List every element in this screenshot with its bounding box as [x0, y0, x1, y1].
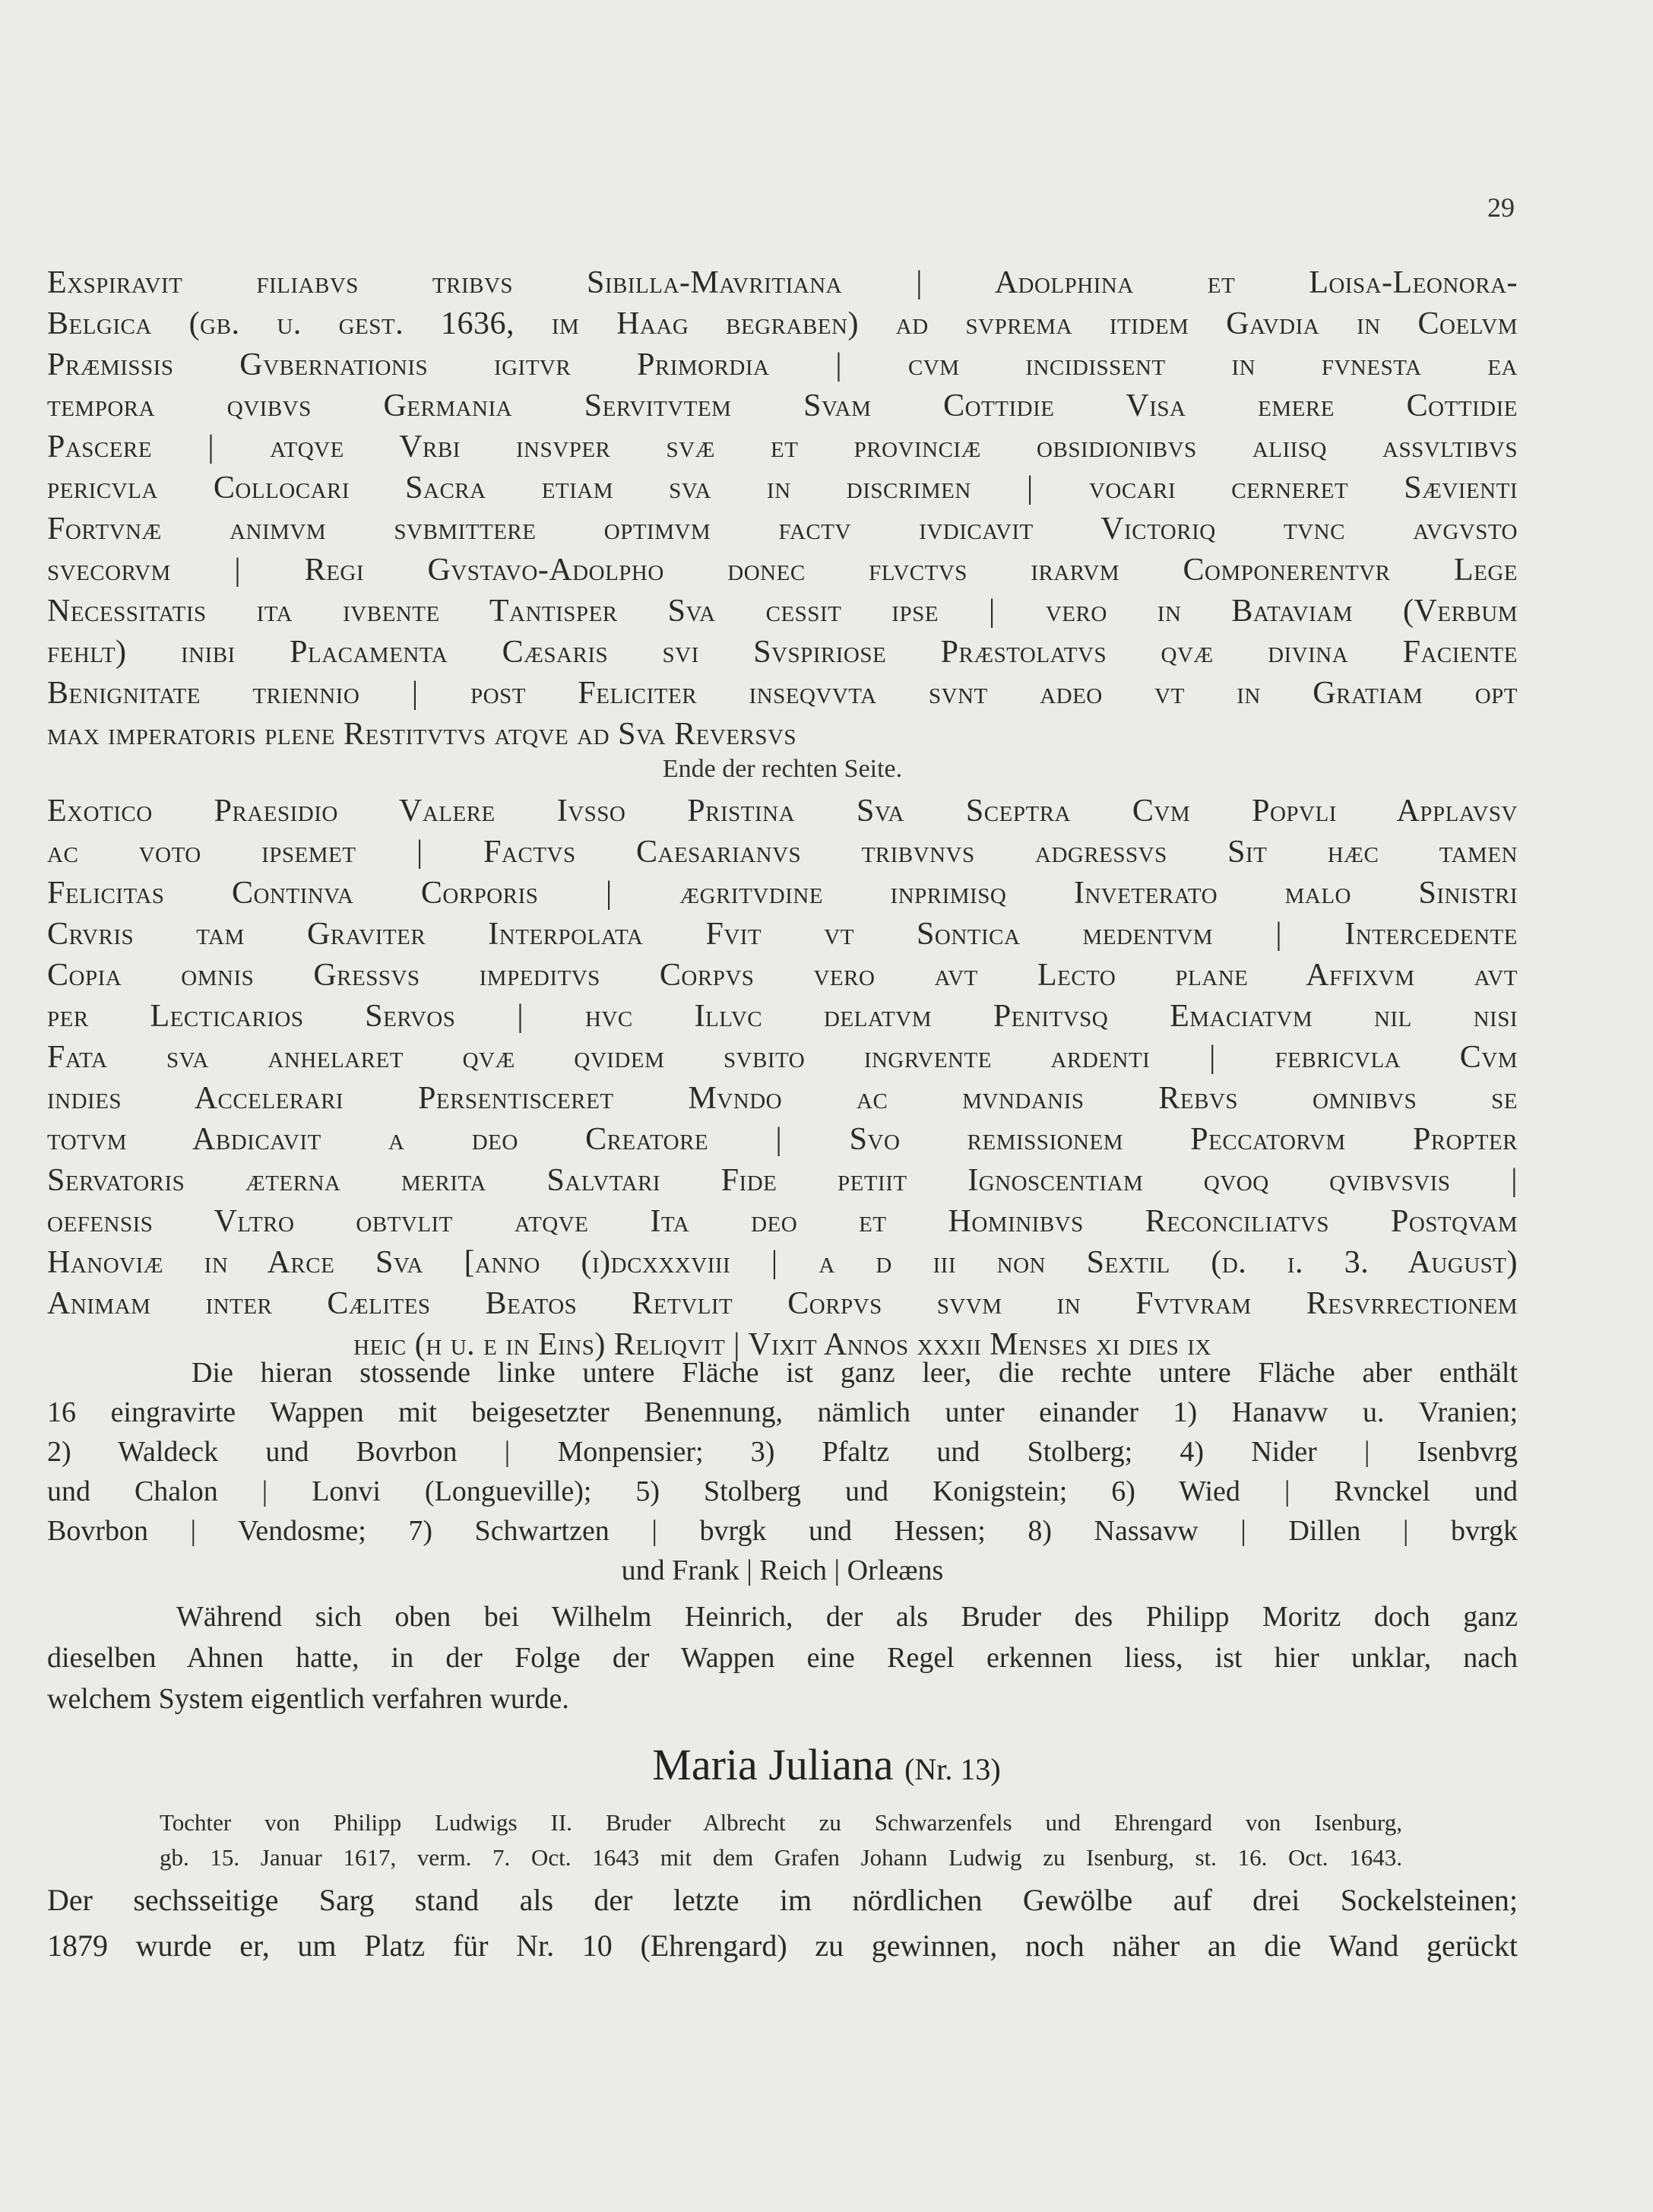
inscription-line: per Lecticarios Servos | hvc Illvc delatvm Penitvsq Emaciatvm nil nisi [47, 999, 1518, 1034]
inscription-line: Necessitatis ita ivbente Tantisper Sva cessit ipse | vero in Bataviam (Verbum [47, 594, 1518, 629]
inscription-line: pericvla Collocari Sacra etiam sva in discrimen | vocari cerneret Sævienti [47, 471, 1518, 505]
paragraph-line: und Chalon | Lonvi (Longueville); 5) Stolberg und Konigstein; 6) Wied | Rvnckel und [47, 1475, 1518, 1507]
paragraph-line: Während sich oben bei Wilhelm Heinrich, der als Bruder des Philipp Moritz doch ganz [176, 1601, 1518, 1633]
inscription-line: fehlt) inibi Placamenta Cæsaris svi Svspiriose Præstolatvs qvæ divina Faciente [47, 635, 1518, 670]
inscription-line: Exotico Praesidio Valere Ivsso Pristina Sva Sceptra Cvm Popvli Applavsv [47, 794, 1518, 829]
inscription-line: Hanoviæ in Arce Sva [anno (i)dcxxxviii | a d iii non Sextil (d. i. 3. August) [47, 1245, 1518, 1280]
inscription-line: Belgica (gb. u. gest. 1636, im Haag begraben) ad svprema itidem Gavdia in Coelvm [47, 306, 1518, 341]
inscription-line: Benignitate triennio | post Feliciter inseqvvta svnt adeo vt in Gratiam opt [47, 676, 1518, 711]
bio-line: gb. 15. Januar 1617, verm. 7. Oct. 1643 mit dem Grafen Johann Ludwig zu Isenburg, st. 16. Oct. 1643. [160, 1844, 1402, 1871]
paragraph-line: Bovrbon | Vendosme; 7) Schwartzen | bvrgk und Hessen; 8) Nassavw | Dillen | bvrgk [47, 1515, 1518, 1547]
inscription-line: Præmissis Gvbernationis igitvr Primordia | cvm incidissent in fvnesta ea [47, 347, 1518, 382]
paragraph-line: 16 eingravirte Wappen mit beigesetzter Benennung, nämlich unter einander 1) Hanavw u. Vranien; [47, 1396, 1518, 1428]
inscription-line: totvm Abdicavit a deo Creatore | Svo remissionem Peccatorvm Propter [47, 1122, 1518, 1157]
inscription-line: oefensis Vltro obtvlit atqve Ita deo et Hominibvs Reconciliatvs Postqvam [47, 1204, 1518, 1239]
coat-of-arms-paragraph [47, 1353, 1518, 1590]
end-right-side-note: Ende der rechten Seite. [662, 755, 903, 783]
paragraph-line: 2) Waldeck und Bovrbon | Monpensier; 3) Pfaltz und Stolberg; 4) Nider | Isenbvrg [47, 1436, 1518, 1468]
inscription-line: Fata sva anhelaret qvæ qvidem svbito ingrvente ardenti | febricvla Cvm [47, 1040, 1518, 1075]
biography-note [160, 1805, 1402, 1875]
bio-line: Tochter von Philipp Ludwigs II. Bruder Albrecht zu Schwarzenfels und Ehrengard von Isenburg, [160, 1809, 1402, 1836]
inscription-part-2 [47, 791, 1518, 1365]
paragraph-line: 1879 wurde er, um Platz für Nr. 10 (Ehrengard) zu gewinnen, noch näher an die Wand gerückt [47, 1928, 1518, 1963]
inscription-line: heic (h u. e in Eins) Reliqvit | Vixit Annos xxxii Menses xi dies ix [353, 1327, 1211, 1362]
inscription-line: indies Accelerari Persentisceret Mvndo ac mvndanis Rebvs omnibvs se [47, 1081, 1518, 1116]
system-paragraph [47, 1596, 1518, 1719]
heading-name: Maria Juliana [652, 1740, 894, 1789]
inscription-line: Servatoris æterna merita Salvtari Fide petiit Ignoscentiam qvoq qvibvsvis | [47, 1163, 1518, 1198]
paragraph-line: Die hieran stossende linke untere Fläche ist ganz leer, die rechte untere Fläche aber enthält [192, 1357, 1518, 1389]
coffin-paragraph [47, 1878, 1518, 1969]
inscription-line: Copia omnis Gressvs impeditvs Corpvs vero avt Lecto plane Affixvm avt [47, 958, 1518, 993]
page-number: 29 [1487, 192, 1515, 223]
inscription-line: max imperatoris plene Restitvtvs atqve ad Sva Reversvs [47, 717, 797, 752]
inscription-line: Exspiravit filiabvs tribvs Sibilla-Mavritiana | Adolphina et Loisa-Leonora- [47, 265, 1518, 300]
inscription-line: Felicitas Continva Corporis | ægritvdine inprimisq Inveterato malo Sinistri [47, 876, 1518, 911]
inscription-line: ac voto ipsemet | Factvs Caesarianvs tribvnvs adgressvs Sit hæc tamen [47, 835, 1518, 870]
inscription-line: Crvris tam Graviter Interpolata Fvit vt Sontica medentvm | Intercedente [47, 917, 1518, 952]
inscription-line: tempora qvibvs Germania Servitvtem Svam Cottidie Visa emere Cottidie [47, 388, 1518, 423]
inscription-line: svecorvm | Regi Gvstavo-Adolpho donec flvctvs irarvm Componerentvr Lege [47, 553, 1518, 588]
paragraph-line: und Frank | Reich | Orleæns [621, 1554, 944, 1586]
paragraph-line: welchem System eigentlich verfahren wurde. [47, 1683, 569, 1715]
heading-number: (Nr. 13) [904, 1752, 1001, 1786]
paragraph-line: Der sechsseitige Sarg stand als der letzte im nördlichen Gewölbe auf drei Sockelsteinen; [47, 1883, 1518, 1917]
inscription-part-1 [47, 262, 1518, 783]
inscription-line: Fortvnæ animvm svbmittere optimvm factv ivdicavit Victoriq tvnc avgvsto [47, 512, 1518, 547]
paragraph-line: dieselben Ahnen hatte, in der Folge der Wappen eine Regel erkennen liess, ist hier unklar, nach [47, 1642, 1518, 1674]
inscription-line: Animam inter Cælites Beatos Retvlit Corpvs svvm in Fvtvram Resvrrectionem [47, 1286, 1518, 1321]
section-heading [0, 1739, 1653, 1790]
inscription-line: Pascere | atqve Vrbi insvper svæ et provinciæ obsidionibvs aliisq assvltibvs [47, 429, 1518, 464]
